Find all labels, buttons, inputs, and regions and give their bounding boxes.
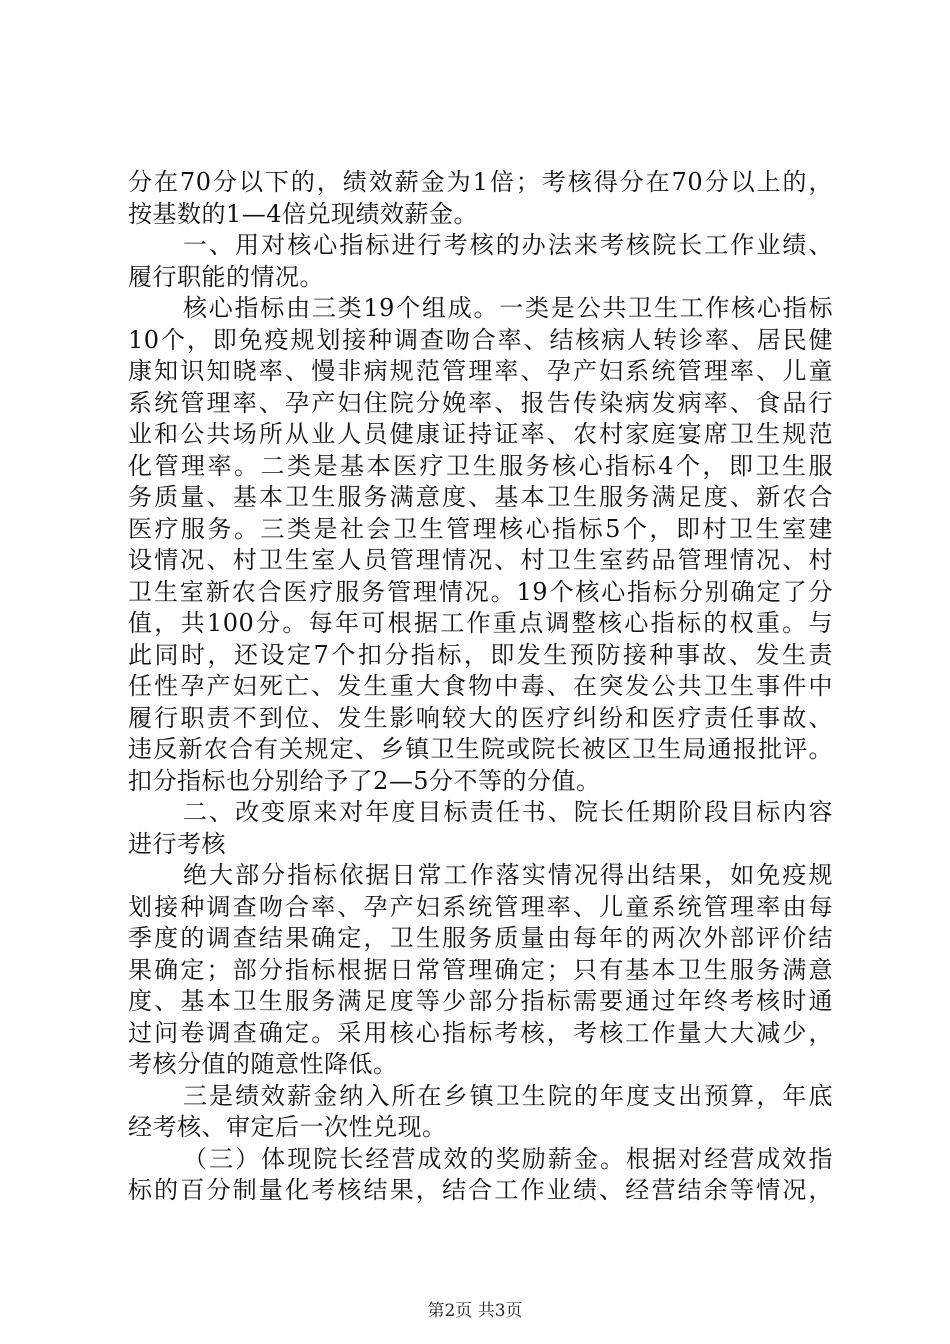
text-line: 标的百分制量化考核结果，结合工作业绩、经营结余等情况，: [128, 1176, 833, 1204]
text-line: 10个，即免疫规划接种调查吻合率、结核病人转诊率、居民健: [128, 325, 833, 354]
text-line: 三是绩效薪金纳入所在乡镇卫生院的年度支出预算，年底: [183, 1081, 833, 1110]
text-line: 分在70分以下的，绩效薪金为1倍；考核得分在70分以上的，: [128, 168, 833, 196]
text-line: 履行职能的情况。: [128, 262, 324, 291]
text-line: 值，共100分。每年可根据工作重点调整核心指标的权重。与: [128, 609, 833, 637]
text-line: 过问卷调查确定。采用核心指标考核，考核工作量大大减少，: [128, 1018, 833, 1047]
text-line: （三）体现院长经营成效的奖励薪金。根据对经营成效指: [183, 1144, 833, 1173]
text-line: 划接种调查吻合率、孕产妇系统管理率、儿童系统管理率由每: [128, 892, 833, 921]
text-line: 季度的调查结果确定，卫生服务质量由每年的两次外部评价结: [128, 924, 833, 952]
text-line: 任性孕产妇死亡、发生重大食物中毒、在突发公共卫生事件中: [128, 672, 833, 700]
text-line: 考核分值的随意性降低。: [128, 1050, 398, 1078]
text-line: 化管理率。二类是基本医疗卫生服务核心指标4个，即卫生服: [128, 451, 833, 480]
page-footer: 第2页 共3页: [427, 1301, 523, 1321]
text-line: 履行职责不到位、发生影响较大的医疗纠纷和医疗责任事故、: [128, 703, 833, 732]
text-line: 卫生室新农合医疗服务管理情况。19个核心指标分别确定了分: [128, 577, 833, 606]
text-line: 果确定；部分指标根据日常管理确定；只有基本卫生服务满意: [128, 955, 833, 984]
text-line: 医疗服务。三类是社会卫生管理核心指标5个，即村卫生室建: [128, 514, 833, 543]
text-line: 设情况、村卫生室人员管理情况、村卫生室药品管理情况、村: [128, 546, 833, 574]
text-line: 绝大部分指标依据日常工作落实情况得出结果，如免疫规: [183, 861, 833, 889]
document-body: [128, 167, 833, 1207]
text-line: 扣分指标也分别给予了2—5分不等的分值。: [128, 766, 601, 795]
text-line: 违反新农合有关规定、乡镇卫生院或院长被区卫生局通报批评。: [128, 735, 833, 763]
text-line: 务质量、基本卫生服务满意度、基本卫生服务满足度、新农合: [128, 483, 833, 511]
text-line: 按基数的1—4倍兑现绩效薪金。: [128, 199, 479, 228]
text-line: 系统管理率、孕产妇住院分娩率、报告传染病发病率、食品行: [128, 388, 833, 417]
text-line: 此同时，还设定7个扣分指标，即发生预防接种事故、发生责: [128, 640, 833, 669]
text-line: 业和公共场所从业人员健康证持证率、农村家庭宴席卫生规范: [128, 420, 833, 448]
text-line: 一、用对核心指标进行考核的办法来考核院长工作业绩、: [183, 231, 833, 259]
text-line: 经考核、审定后一次性兑现。: [128, 1113, 447, 1141]
text-line: 二、改变原来对年度目标责任书、院长任期阶段目标内容: [183, 798, 833, 826]
text-line: 核心指标由三类19个组成。一类是公共卫生工作核心指标: [183, 294, 833, 322]
text-line: 康知识知晓率、慢非病规范管理率、孕产妇系统管理率、儿童: [128, 357, 833, 385]
text-line: 进行考核: [128, 829, 226, 858]
text-line: 度、基本卫生服务满足度等少部分指标需要通过年终考核时通: [128, 987, 833, 1015]
